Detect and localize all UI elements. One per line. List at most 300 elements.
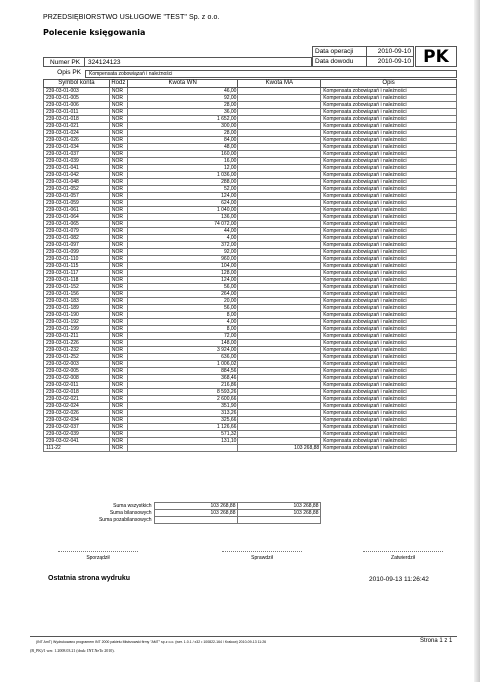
column-header: Kwota WN: [127, 80, 238, 88]
table-row: [44, 403, 457, 410]
table-row: [44, 270, 457, 277]
amount-wn: 1 652,00: [127, 116, 238, 123]
amount-ma: [238, 270, 321, 277]
amount-ma: [238, 221, 321, 228]
table-row: [44, 207, 457, 214]
account-symbol: 239-03-02-005: [44, 368, 110, 375]
data-dowodu-value: 2010-09-10: [366, 57, 413, 67]
opis-pk-label: Opis PK: [57, 69, 81, 76]
entry-type: NOR: [109, 95, 127, 102]
entry-description: Kompensata zobowiązań i należności: [321, 389, 457, 396]
account-symbol: 239-03-01-097: [44, 242, 110, 249]
sum-pozabilans-wn: [154, 517, 237, 524]
amount-wn: 56,00: [127, 284, 238, 291]
table-row: [44, 158, 457, 165]
amount-wn: 313,26: [127, 410, 238, 417]
entry-description: Kompensata zobowiązań i należności: [321, 102, 457, 109]
table-row: [44, 95, 457, 102]
table-row: [44, 193, 457, 200]
entry-type: NOR: [109, 221, 127, 228]
entry-type: NOR: [109, 361, 127, 368]
amount-ma: [238, 193, 321, 200]
amount-ma: [238, 256, 321, 263]
amount-wn: 3 924,00: [127, 347, 238, 354]
account-symbol: 239-03-02-008: [44, 375, 110, 382]
table-row: [44, 263, 457, 270]
table-row: [44, 312, 457, 319]
account-symbol: 239-03-01-061: [44, 207, 110, 214]
amount-wn: 351,90: [127, 403, 238, 410]
amount-wn: 124,00: [127, 277, 238, 284]
entry-type: NOR: [109, 186, 127, 193]
amount-wn: 216,86: [127, 382, 238, 389]
numer-pk-value: 324124123: [85, 57, 312, 67]
amount-wn: 46,00: [127, 88, 238, 95]
entry-description: Kompensata zobowiązań i należności: [321, 431, 457, 438]
sum-all-ma: 103 268,88: [237, 503, 320, 510]
amount-wn: 264,00: [127, 291, 238, 298]
account-symbol: 239-03-01-232: [44, 347, 110, 354]
table-row: [44, 102, 457, 109]
entry-description: Kompensata zobowiązań i należności: [321, 270, 457, 277]
amount-wn: 92,00: [127, 95, 238, 102]
entry-type: NOR: [109, 249, 127, 256]
table-row: [44, 249, 457, 256]
entry-type: NOR: [109, 214, 127, 221]
footer-divider: [30, 636, 457, 637]
amount-wn: 1 040,00: [127, 207, 238, 214]
amount-ma: [238, 326, 321, 333]
entry-type: NOR: [109, 130, 127, 137]
account-symbol: 239-03-01-005: [44, 95, 110, 102]
entry-description: Kompensata zobowiązań i należności: [321, 298, 457, 305]
account-symbol: 239-03-01-115: [44, 263, 110, 270]
entry-description: Kompensata zobowiązań i należności: [321, 137, 457, 144]
entry-description: Kompensata zobowiązań i należności: [321, 151, 457, 158]
table-row: [44, 445, 457, 452]
account-symbol: 239-03-01-026: [44, 137, 110, 144]
entry-description: Kompensata zobowiązań i należności: [321, 263, 457, 270]
entry-type: NOR: [109, 382, 127, 389]
table-row: [44, 347, 457, 354]
signature-sporzadzil: Sporządził: [58, 551, 138, 561]
entry-description: Kompensata zobowiązań i należności: [321, 165, 457, 172]
amount-ma: [238, 424, 321, 431]
account-symbol: 239-03-01-052: [44, 186, 110, 193]
entry-description: Kompensata zobowiązań i należności: [321, 368, 457, 375]
account-symbol: 239-03-01-110: [44, 256, 110, 263]
account-symbol: 239-03-02-041: [44, 438, 110, 445]
table-row: [44, 137, 457, 144]
amount-ma: [238, 207, 321, 214]
entry-type: NOR: [109, 368, 127, 375]
amount-ma: [238, 144, 321, 151]
account-symbol: 239-03-01-079: [44, 228, 110, 235]
table-row: [44, 242, 457, 249]
account-symbol: 239-03-01-190: [44, 312, 110, 319]
account-symbol: 239-03-01-199: [44, 326, 110, 333]
entry-type: NOR: [109, 277, 127, 284]
amount-wn: 72,00: [127, 333, 238, 340]
sum-pozabilans-label: Suma pozabilansowych: [98, 516, 152, 523]
account-symbol: 239-03-01-037: [44, 151, 110, 158]
entry-description: Kompensata zobowiązań i należności: [321, 284, 457, 291]
account-symbol: 239-03-02-034: [44, 417, 110, 424]
amount-ma: [238, 305, 321, 312]
amount-ma: [238, 137, 321, 144]
entry-type: NOR: [109, 284, 127, 291]
amount-wn: 28,00: [127, 130, 238, 137]
amount-ma: [238, 431, 321, 438]
sum-bilans-label: Suma bilansowych: [109, 510, 152, 516]
amount-ma: [238, 200, 321, 207]
account-symbol: 239-03-01-057: [44, 193, 110, 200]
amount-wn: 20,00: [127, 298, 238, 305]
entry-description: Kompensata zobowiązań i należności: [321, 445, 457, 452]
account-symbol: 239-03-02-037: [44, 424, 110, 431]
entry-description: Kompensata zobowiązań i należności: [321, 95, 457, 102]
entry-type: NOR: [109, 137, 127, 144]
entry-description: Kompensata zobowiązań i należności: [321, 319, 457, 326]
amount-ma: [238, 382, 321, 389]
amount-ma: 103 268,88: [238, 445, 321, 452]
amount-ma: [238, 102, 321, 109]
amount-ma: [238, 417, 321, 424]
amount-wn: 8,00: [127, 312, 238, 319]
table-row: [44, 410, 457, 417]
amount-wn: 124,00: [127, 193, 238, 200]
column-header: Kwota MA: [238, 80, 321, 88]
table-row: [44, 165, 457, 172]
sum-bilans-ma: 103 268,88: [237, 510, 320, 517]
entry-description: Kompensata zobowiązań i należności: [321, 305, 457, 312]
table-row: [44, 151, 457, 158]
entry-type: NOR: [109, 102, 127, 109]
amount-wn: 288,00: [127, 179, 238, 186]
form-code: (B_PK)/1 wer. 1.2008.03.21 (druk: INT.NeTo 2010).: [30, 648, 115, 653]
table-row: [44, 319, 457, 326]
entry-type: NOR: [109, 291, 127, 298]
entries-table: [43, 79, 457, 452]
amount-wn: 2 600,66: [127, 396, 238, 403]
account-symbol: 239-03-01-189: [44, 305, 110, 312]
entry-type: NOR: [109, 424, 127, 431]
amount-wn: 136,00: [127, 214, 238, 221]
amount-wn: 4,00: [127, 319, 238, 326]
account-symbol: 239-03-01-192: [44, 319, 110, 326]
account-symbol: 239-03-01-082: [44, 235, 110, 242]
account-symbol: 239-03-02-003: [44, 361, 110, 368]
amount-wn: 28,00: [127, 102, 238, 109]
entry-type: NOR: [109, 340, 127, 347]
amount-wn: 884,56: [127, 368, 238, 375]
table-row: [44, 333, 457, 340]
table-header-row: [44, 80, 457, 88]
table-row: [44, 431, 457, 438]
account-symbol: 239-03-01-042: [44, 172, 110, 179]
amount-wn: 131,10: [127, 438, 238, 445]
amount-ma: [238, 123, 321, 130]
entry-type: NOR: [109, 354, 127, 361]
amount-ma: [238, 165, 321, 172]
amount-ma: [238, 158, 321, 165]
table-row: [44, 396, 457, 403]
amount-ma: [238, 214, 321, 221]
table-row: [44, 305, 457, 312]
entry-description: Kompensata zobowiązań i należności: [321, 249, 457, 256]
account-symbol: 239-03-01-024: [44, 130, 110, 137]
table-row: [44, 116, 457, 123]
amount-ma: [238, 263, 321, 270]
column-header: Rodz: [111, 80, 126, 86]
account-symbol: 239-03-01-211: [44, 333, 110, 340]
sum-bilans-row: [43, 510, 457, 517]
amount-wn: [127, 445, 238, 452]
table-row: [44, 221, 457, 228]
amount-ma: [238, 340, 321, 347]
entry-type: NOR: [109, 207, 127, 214]
sums-table: [43, 502, 457, 524]
entries-body: [44, 88, 457, 452]
amount-wn: 571,32: [127, 431, 238, 438]
table-row: [44, 368, 457, 375]
table-row: [44, 417, 457, 424]
amount-ma: [238, 179, 321, 186]
entry-type: NOR: [109, 158, 127, 165]
amount-wn: 84,00: [127, 137, 238, 144]
amount-wn: 128,00: [127, 270, 238, 277]
amount-wn: 8 593,26: [127, 389, 238, 396]
amount-ma: [238, 319, 321, 326]
company-name: PRZEDSIĘBIORSTWO USŁUGOWE "TEST" Sp. z o.o.: [43, 14, 220, 21]
entry-description: Kompensata zobowiązań i należności: [321, 109, 457, 116]
amount-wn: 44,00: [127, 228, 238, 235]
last-page-note: Ostatnia strona wydruku: [48, 575, 131, 582]
entry-description: Kompensata zobowiązań i należności: [321, 186, 457, 193]
amount-wn: 1 036,00: [127, 172, 238, 179]
entry-type: NOR: [109, 172, 127, 179]
entry-description: Kompensata zobowiązań i należności: [321, 144, 457, 151]
entry-description: Kompensata zobowiązań i należności: [321, 333, 457, 340]
table-row: [44, 361, 457, 368]
entry-type: NOR: [109, 109, 127, 116]
table-row: [44, 389, 457, 396]
table-row: [44, 291, 457, 298]
dates-table: [312, 46, 414, 67]
entry-description: Kompensata zobowiązań i należności: [321, 179, 457, 186]
table-row: [44, 284, 457, 291]
entry-description: Kompensata zobowiązań i należności: [321, 228, 457, 235]
entry-description: Kompensata zobowiązań i należności: [321, 438, 457, 445]
account-symbol: 239-03-02-026: [44, 410, 110, 417]
amount-wn: 325,66: [127, 417, 238, 424]
entry-description: Kompensata zobowiązań i należności: [321, 214, 457, 221]
table-row: [44, 144, 457, 151]
table-row: [44, 375, 457, 382]
account-symbol: 239-03-01-183: [44, 298, 110, 305]
amount-ma: [238, 375, 321, 382]
entry-description: Kompensata zobowiązań i należności: [321, 207, 457, 214]
amount-ma: [238, 95, 321, 102]
entry-description: Kompensata zobowiązań i należności: [321, 200, 457, 207]
amount-wn: 624,00: [127, 200, 238, 207]
entry-description: Kompensata zobowiązań i należności: [321, 193, 457, 200]
entry-type: NOR: [109, 144, 127, 151]
amount-wn: 160,00: [127, 151, 238, 158]
sum-all-wn: 103 268,88: [154, 503, 237, 510]
entry-description: Kompensata zobowiązań i należności: [321, 340, 457, 347]
print-datetime: 2010-09-13 11:26:42: [369, 576, 429, 583]
amount-wn: 300,00: [127, 123, 238, 130]
entry-type: NOR: [109, 200, 127, 207]
entry-description: Kompensata zobowiązań i należności: [321, 361, 457, 368]
amount-ma: [238, 347, 321, 354]
entry-type: NOR: [109, 228, 127, 235]
entry-description: Kompensata zobowiązań i należności: [321, 116, 457, 123]
table-row: [44, 179, 457, 186]
account-symbol: 239-03-01-064: [44, 214, 110, 221]
sum-all-label: Suma wszystkich: [113, 503, 152, 509]
entry-description: Kompensata zobowiązań i należności: [321, 88, 457, 95]
amount-wn: 52,00: [127, 186, 238, 193]
amount-ma: [238, 242, 321, 249]
entry-type: NOR: [109, 88, 127, 95]
account-symbol: 239-03-01-152: [44, 284, 110, 291]
entry-type: NOR: [109, 116, 127, 123]
amount-ma: [238, 186, 321, 193]
table-row: [44, 298, 457, 305]
amount-ma: [238, 438, 321, 445]
account-symbol: 239-03-01-099: [44, 249, 110, 256]
amount-ma: [238, 403, 321, 410]
entry-type: NOR: [109, 151, 127, 158]
entry-description: Kompensata zobowiązań i należności: [321, 130, 457, 137]
table-row: [44, 382, 457, 389]
data-operacji-value: 2010-09-10: [366, 47, 413, 57]
amount-ma: [238, 88, 321, 95]
entry-description: Kompensata zobowiązań i należności: [321, 221, 457, 228]
entry-type: NOR: [109, 165, 127, 172]
account-symbol: 239-03-02-039: [44, 431, 110, 438]
account-symbol: 239-03-01-021: [44, 123, 110, 130]
sum-all-row: [43, 503, 457, 510]
entry-description: Kompensata zobowiązań i należności: [321, 382, 457, 389]
document-title: Polecenie księgowania: [43, 28, 146, 37]
amount-ma: [238, 312, 321, 319]
account-symbol: 239-03-01-252: [44, 354, 110, 361]
account-symbol: 239-03-01-039: [44, 158, 110, 165]
entry-type: NOR: [109, 263, 127, 270]
table-row: [44, 130, 457, 137]
amount-ma: [238, 109, 321, 116]
amount-ma: [238, 361, 321, 368]
amount-ma: [238, 284, 321, 291]
data-operacji-label: Data operacji: [313, 47, 367, 57]
amount-wn: 368,46: [127, 375, 238, 382]
amount-ma: [238, 277, 321, 284]
entry-description: Kompensata zobowiązań i należności: [321, 410, 457, 417]
table-row: [44, 424, 457, 431]
amount-ma: [238, 228, 321, 235]
page-number: Strona 1 z 1: [420, 638, 453, 644]
entry-type: NOR: [109, 375, 127, 382]
entry-description: Kompensata zobowiązań i należności: [321, 354, 457, 361]
entry-description: Kompensata zobowiązań i należności: [321, 326, 457, 333]
account-symbol: 239-03-01-117: [44, 270, 110, 277]
entry-description: Kompensata zobowiązań i należności: [321, 417, 457, 424]
entry-description: Kompensata zobowiązań i należności: [321, 403, 457, 410]
amount-wn: 92,00: [127, 249, 238, 256]
amount-wn: 636,00: [127, 354, 238, 361]
entry-description: Kompensata zobowiązań i należności: [321, 396, 457, 403]
amount-wn: 48,00: [127, 144, 238, 151]
entry-type: NOR: [109, 270, 127, 277]
table-row: [44, 228, 457, 235]
account-symbol: 239-03-01-006: [44, 102, 110, 109]
table-row: [44, 277, 457, 284]
account-symbol: 239-03-01-011: [44, 109, 110, 116]
entry-type: NOR: [109, 298, 127, 305]
table-row: [44, 186, 457, 193]
pk-badge: PK: [415, 46, 457, 67]
entry-type: NOR: [109, 235, 127, 242]
opis-pk-value: Kompensata zobowiązań i należności: [85, 70, 457, 78]
entry-type: NOR: [109, 312, 127, 319]
amount-wn: 960,00: [127, 256, 238, 263]
amount-wn: 1 006,02: [127, 361, 238, 368]
table-row: [44, 172, 457, 179]
entry-type: NOR: [109, 438, 127, 445]
entry-description: Kompensata zobowiązań i należności: [321, 172, 457, 179]
amount-wn: 12,00: [127, 165, 238, 172]
amount-ma: [238, 151, 321, 158]
column-header: Opis: [321, 80, 457, 88]
amount-wn: 8,00: [127, 326, 238, 333]
account-symbol: 239-03-01-018: [44, 116, 110, 123]
amount-wn: 104,00: [127, 263, 238, 270]
entry-type: NOR: [109, 256, 127, 263]
entry-type: NOR: [109, 242, 127, 249]
account-symbol: 239-03-01-065: [44, 221, 110, 228]
account-symbol: 239-03-01-041: [44, 165, 110, 172]
account-symbol: 239-03-01-003: [44, 88, 110, 95]
amount-wn: 56,00: [127, 305, 238, 312]
amount-ma: [238, 333, 321, 340]
numer-pk-label: Numer PK: [43, 57, 85, 67]
column-header: Symbol konta: [44, 80, 110, 88]
amount-ma: [238, 235, 321, 242]
account-symbol: 239-03-01-118: [44, 277, 110, 284]
entry-type: NOR: [109, 410, 127, 417]
entry-type: NOR: [109, 389, 127, 396]
entry-description: Kompensata zobowiązań i należności: [321, 312, 457, 319]
amount-ma: [238, 396, 321, 403]
data-dowodu-label: Data dowodu: [313, 57, 367, 67]
account-symbol: 239-03-01-048: [44, 179, 110, 186]
entry-type: NOR: [109, 179, 127, 186]
account-symbol: 239-03-02-024: [44, 403, 110, 410]
amount-ma: [238, 116, 321, 123]
amount-ma: [238, 291, 321, 298]
entry-description: Kompensata zobowiązań i należności: [321, 291, 457, 298]
entry-description: Kompensata zobowiązań i należności: [321, 256, 457, 263]
table-row: [44, 235, 457, 242]
account-symbol: 239-03-01-034: [44, 144, 110, 151]
amount-ma: [238, 298, 321, 305]
table-row: [44, 109, 457, 116]
account-symbol: 239-03-02-018: [44, 389, 110, 396]
amount-ma: [238, 389, 321, 396]
